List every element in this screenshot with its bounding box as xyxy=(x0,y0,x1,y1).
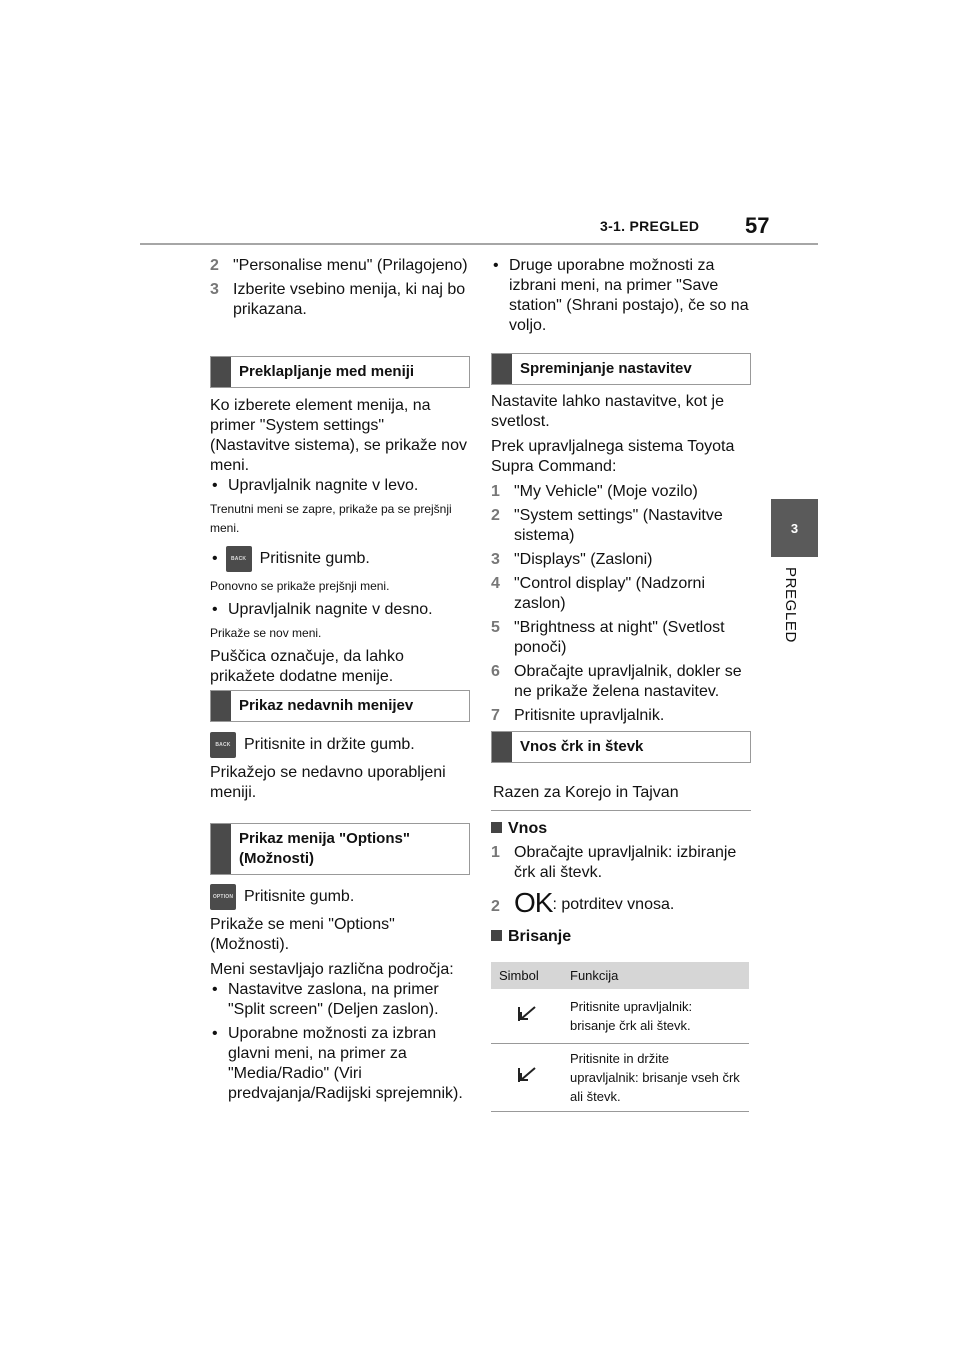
symbol-table xyxy=(491,962,749,1112)
back-button-icon: BACK xyxy=(226,546,252,572)
paragraph: Prikaže se meni "Options" (Možnosti). xyxy=(210,916,395,953)
bullet-item: • BACK Pritisnite gumb. xyxy=(210,546,468,572)
section-box-changing-settings: Spreminjanje nastavitev xyxy=(491,353,751,385)
step-item: 1 Obračajte upravljalnik: izbiranje črk ali števk. xyxy=(491,844,737,881)
table-row xyxy=(491,989,749,1044)
option-button-icon: OPTION xyxy=(210,884,236,910)
right-column-2 xyxy=(491,392,749,730)
step-item: 2 "System settings" (Nastavitve sistema) xyxy=(491,507,723,544)
bullet-item: • Uporabne možnosti za izbran glavni meni, na primer za "Media/Radio" (Viri predvajanja/Radijski sprejemnik). xyxy=(212,1025,463,1102)
step-item: 3 "Displays" (Zasloni) xyxy=(491,551,653,568)
header-divider xyxy=(140,243,818,245)
subheading-brisanje: Brisanje xyxy=(491,927,749,947)
instruction-line: BACK Pritisnite in držite gumb. xyxy=(210,732,468,758)
back-button-icon: BACK xyxy=(210,732,236,758)
section-box-recent-menus: Prikaz nedavnih menijev xyxy=(210,690,470,722)
section-box-switching-menus: Preklapljanje med meniji xyxy=(210,356,470,388)
note-text: Prikaže se nov meni. xyxy=(210,626,322,640)
paragraph: Prek upravljalnega sistema Toyota Supra Command: xyxy=(491,438,735,475)
paragraph: Ko izberete element menija, na primer "System settings" (Nastavitve sistema), se prikaže nov meni. xyxy=(210,397,467,474)
paragraph: Prikažejo se nedavno uporabljeni meniji. xyxy=(210,764,446,801)
table-cell-function: Pritisnite in držite upravljalnik: brisanje vseh črk ali števk. xyxy=(562,1044,749,1112)
paragraph: Nastavite lahko nastavitve, kot je svetlost. xyxy=(491,393,725,430)
left-column-2 xyxy=(210,396,468,692)
paragraph: Meni sestavljajo različna področja: xyxy=(210,961,454,978)
page-number: 57 xyxy=(745,213,770,238)
left-column-4 xyxy=(210,884,468,1108)
section-box-options-menu: Prikaz menija "Options" (Možnosti) xyxy=(210,823,470,875)
step-item: 3 Izberite vsebino menija, ki naj bo prikazana. xyxy=(210,281,466,318)
chapter-tab-number: 3 xyxy=(771,499,818,557)
step-item: 1 "My Vehicle" (Moje vozilo) xyxy=(491,483,698,500)
step-item: 4 "Control display" (Nadzorni zaslon) xyxy=(491,575,705,612)
bullet-item: • Nastavitve zaslona, na primer "Split screen" (Deljen zaslon). xyxy=(212,981,439,1018)
paragraph: Puščica označuje, da lahko prikažete dodatne menije. xyxy=(210,648,404,685)
ok-icon: OK xyxy=(514,887,553,918)
step-item: 5 "Brightness at night" (Svetlost ponoči) xyxy=(491,619,725,656)
right-column xyxy=(491,256,749,340)
region-note: Razen za Korejo in Tajvan xyxy=(491,784,751,811)
table-header-symbol: Simbol xyxy=(491,962,562,989)
table-cell-function: Pritisnite upravljalnik: brisanje črk ali števk. xyxy=(562,989,749,1044)
note-text: Ponovno se prikaže prejšnji meni. xyxy=(210,579,390,593)
step-item: 6 Obračajte upravljalnik, dokler se ne prikaže želena nastavitev. xyxy=(491,663,742,700)
right-column-3 xyxy=(491,819,749,952)
subheading-vnos: Vnos xyxy=(491,819,749,839)
backspace-arrow-icon xyxy=(516,1066,538,1084)
step-item: 2 "Personalise menu" (Prilagojeno) xyxy=(210,257,468,274)
instruction-line: OPTION Pritisnite gumb. xyxy=(210,884,468,910)
square-bullet-icon xyxy=(491,822,502,833)
step-item: 2 OK: potrditev vnosa. xyxy=(491,887,675,918)
bullet-item: • Druge uporabne možnosti za izbrani meni, na primer "Save station" (Shrani postajo), če so na voljo. xyxy=(493,257,749,334)
section-box-entering-letters: Vnos črk in števk xyxy=(491,731,751,763)
left-column xyxy=(210,256,468,324)
chapter-tab-label: PREGLED xyxy=(782,567,799,643)
backspace-arrow-icon xyxy=(516,1005,538,1023)
note-text: Trenutni meni se zapre, prikaže pa se prejšnji meni. xyxy=(210,502,452,535)
table-row xyxy=(491,1044,749,1112)
square-bullet-icon xyxy=(491,930,502,941)
left-column-3 xyxy=(210,732,468,808)
step-item: 7 Pritisnite upravljalnik. xyxy=(491,707,665,724)
section-title: 3-1. PREGLED xyxy=(600,218,700,234)
bullet-item: • Upravljalnik nagnite v levo. xyxy=(212,477,419,494)
bullet-item: • Upravljalnik nagnite v desno. xyxy=(212,601,433,618)
table-header-function: Funkcija xyxy=(562,962,749,989)
